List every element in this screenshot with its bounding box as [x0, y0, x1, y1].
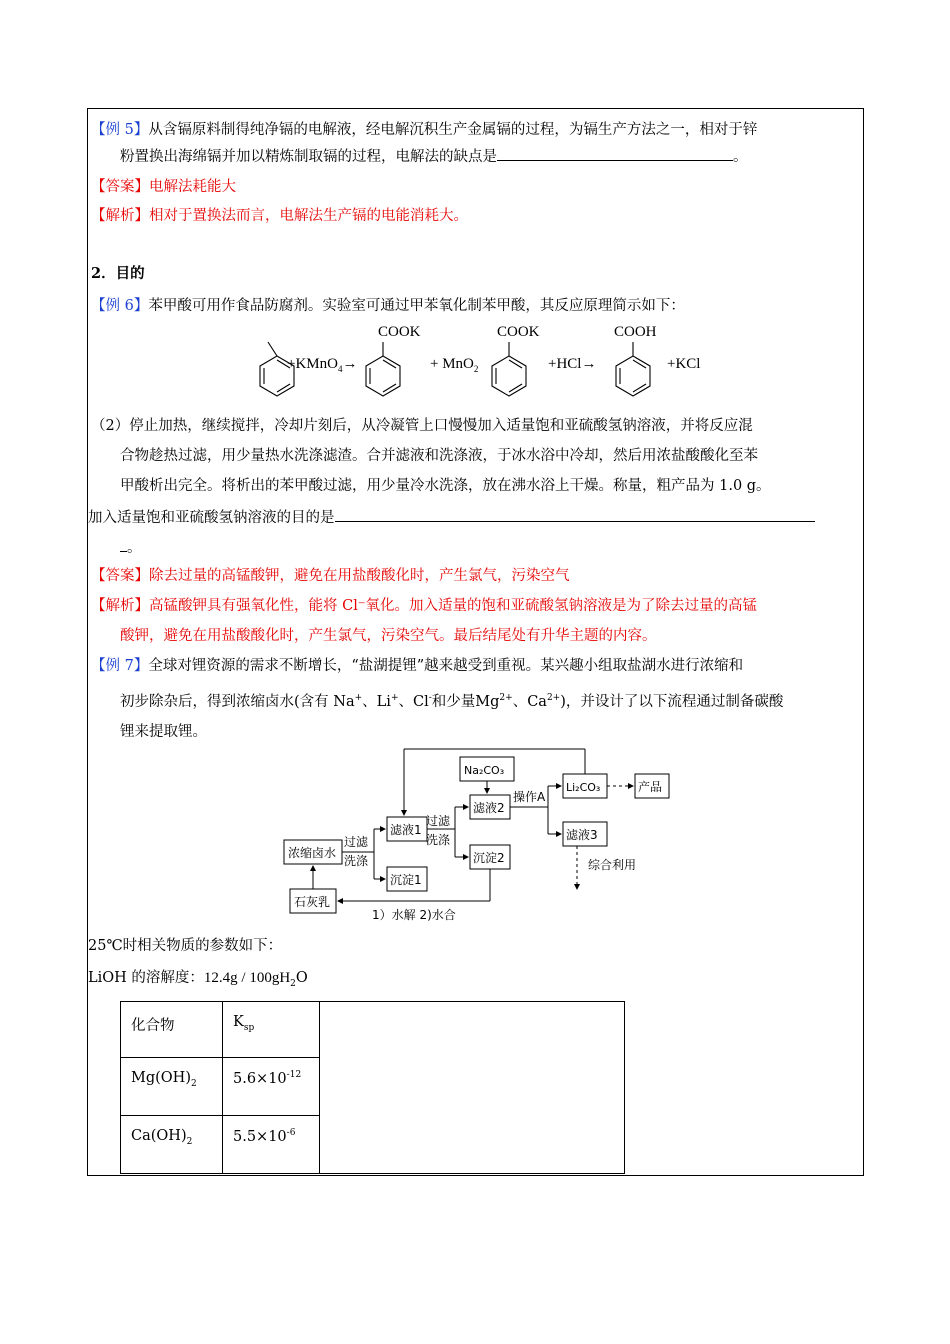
benzene-ring-2	[492, 356, 526, 396]
ex6-p1: （2）停止加热，继续搅拌，冷却片刻后，从冷凝管上口慢慢加入适量饱和亚硫酸氢钠溶液，并将反应混	[91, 418, 753, 434]
ex7-line3: 锂来提取锂。	[120, 724, 207, 740]
lioh-line: LiOH 的溶解度：$12.4g / 100gH_2O$	[88, 970, 308, 989]
temp-line: 25℃时相关物质的参数如下：	[88, 938, 283, 954]
flow-filtrate3: 滤液3	[566, 828, 598, 842]
flow-filtrate2: 滤液2	[473, 801, 505, 815]
ex6-p4: 加入适量饱和亚硫酸氢钠溶液的目的是	[88, 508, 815, 528]
ex5-tag: 【例 5】	[91, 122, 149, 138]
table-header-ksp: $K_{sp}$	[223, 1002, 320, 1058]
kmno4-term: +KMnO$_4$→	[287, 356, 358, 374]
ex5-answer: 【答案】电解法耗能大	[91, 179, 236, 195]
flow-filter2: 过滤	[426, 814, 451, 828]
table-header-compound: 化合物	[121, 1002, 223, 1058]
ex6-p5: 。	[120, 538, 142, 558]
mno2-term: + MnO$_2$	[430, 356, 479, 374]
ex5-line2: 粉置换出海绵镉并加以精炼制取镉的过程，电解法的缺点是 。	[120, 149, 748, 165]
flow-wash2: 洗涤	[426, 833, 451, 847]
flow-hydrolysis: 1）水解 2)水合	[372, 908, 456, 922]
flow-wash1: 洗涤	[344, 854, 369, 868]
flow-filtrate1: 滤液1	[390, 823, 422, 837]
table-blank-cell	[320, 1002, 625, 1174]
flow-li2co3: Li₂CO₃	[566, 781, 601, 794]
ex5-line1: 【例 5】从含镉原料制得纯净镉的电解液，经电解沉积生产金属镉的过程，为镉生产方法之一，相对于锌	[91, 122, 758, 138]
flow-brine: 浓缩卤水	[288, 846, 337, 860]
benzene-ring-1	[366, 356, 400, 396]
table-cell-mg: $Mg(OH)_2$	[121, 1058, 223, 1116]
ex6-line1: 【例 6】苯甲酸可用作食品防腐剂。实验室可通过甲苯氧化制苯甲酸，其反应原理简示如下：	[91, 298, 685, 314]
ex6-p2: 合物趁热过滤，用少量热水洗涤滤渣。合并滤液和洗涤液，于冰水浴中冷却，然后用浓盐酸酸化至苯	[120, 448, 758, 464]
ex7-line1: 【例 7】全球对锂资源的需求不断增长，“盐湖提锂”越来越受到重视。某兴趣小组取盐湖水进行浓缩和	[91, 658, 744, 674]
ex6-answer: 【答案】除去过量的高锰酸钾，避免在用盐酸酸化时，产生氯气，污染空气	[91, 568, 570, 584]
table-cell-ca-ksp: $5.5\times 10^{-6}$	[223, 1116, 320, 1174]
ex7-tag: 【例 7】	[91, 658, 149, 674]
flow-lime: 石灰乳	[294, 895, 331, 909]
flow-precip2: 沉淀2	[473, 851, 505, 865]
hcl-term: +HCl→	[548, 356, 597, 372]
table-row	[121, 1002, 625, 1058]
flow-na2co3: Na₂CO₃	[464, 764, 505, 777]
ex7-line2: 初步除杂后，得到浓缩卤水(含有 Na+、Li+、Cl-和少量$Mg^{2+}$、$Ca^{2+}$)，并设计了以下流程通过制备碳酸	[120, 693, 784, 710]
purpose-blank[interactable]	[335, 508, 815, 522]
cooh-label: COOH	[614, 324, 657, 340]
ex6-analysis2: 酸钾，避免在用盐酸酸化时，产生氯气，污染空气。最后结尾处有升华主题的内容。	[120, 628, 657, 644]
ksp-table	[120, 1001, 625, 1174]
answer-blank[interactable]	[497, 147, 733, 161]
process-flowchart	[280, 745, 680, 925]
ex5-analysis: 【解析】相对于置换法而言，电解法生产镉的电能消耗大。	[91, 208, 468, 224]
cook-label-2: COOK	[497, 324, 540, 340]
benzene-ring-3	[616, 356, 650, 396]
section-heading: 2．目的	[91, 265, 145, 282]
flow-product: 产品	[638, 780, 663, 794]
flow-filter1: 过滤	[344, 835, 369, 849]
table-cell-mg-ksp: $5.6\times 10^{-12}$	[223, 1058, 320, 1116]
flow-op-a: 操作A	[513, 790, 546, 804]
ex6-p3: 甲酸析出完全。将析出的苯甲酸过滤，用少量冷水洗涤，放在沸水浴上干燥。称量，粗产品为 1.0 g。	[120, 478, 771, 494]
ex6-tag: 【例 6】	[91, 298, 149, 314]
ex6-analysis1: 【解析】高锰酸钾具有强氧化性，能将 Cl⁻氧化。加入适量的饱和亚硫酸氢钠溶液是为了除去过量的高锰	[91, 598, 757, 614]
cook-label-1: COOK	[378, 324, 421, 340]
flow-precip1: 沉淀1	[390, 873, 422, 887]
kcl-term: +KCl	[667, 356, 701, 372]
table-cell-ca: $Ca(OH)_2$	[121, 1116, 223, 1174]
flow-reuse: 综合利用	[588, 858, 637, 872]
